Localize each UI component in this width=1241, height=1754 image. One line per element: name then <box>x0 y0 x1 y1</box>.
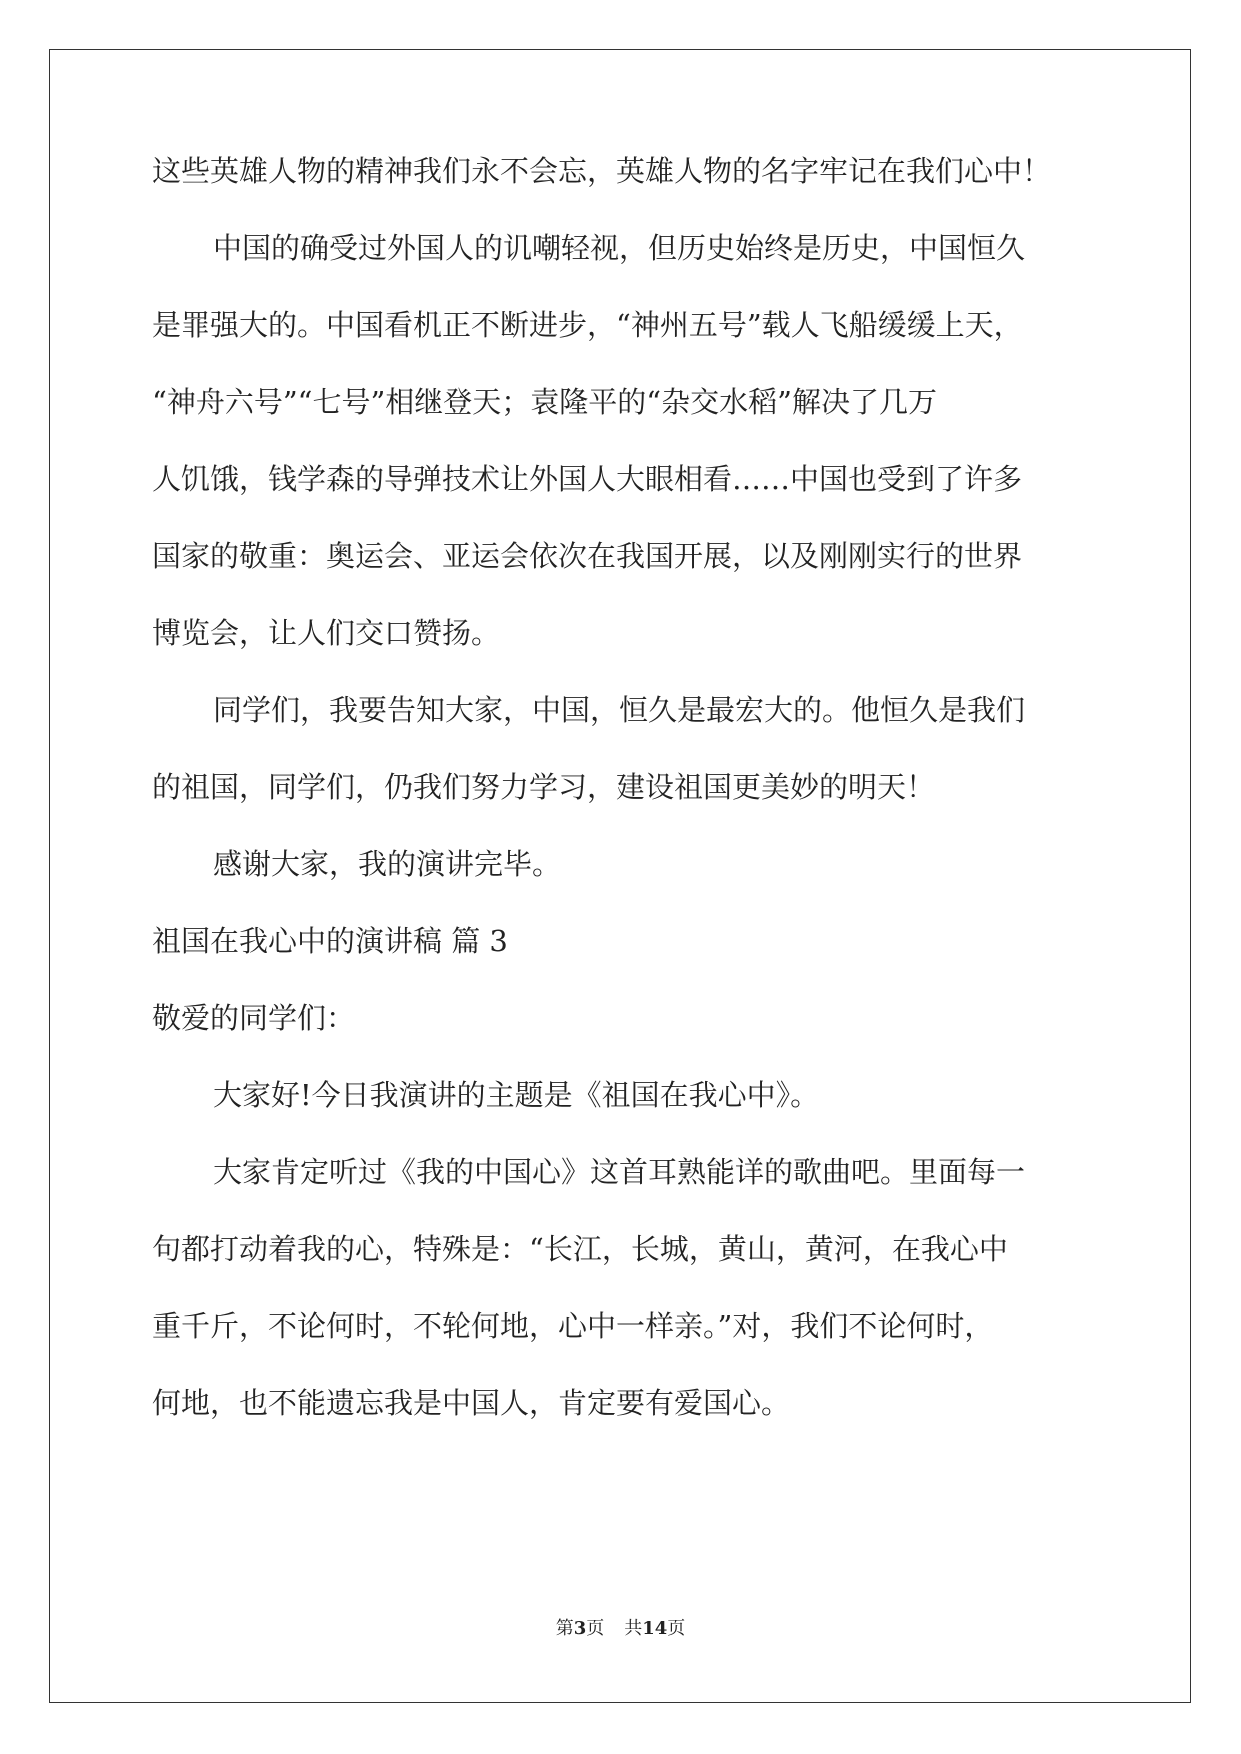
text-line: 人饥饿，钱学森的导弹技术让外国人大眼相看……中国也受到了许多 <box>152 462 1023 496</box>
paragraph-start-line: 中国的确受过外国人的讥嘲轻视，但历史始终是历史，中国恒久 <box>213 231 1026 265</box>
paragraph-start-line: 同学们，我要告知大家，中国，恒久是最宏大的。他恒久是我们 <box>213 693 1026 727</box>
paragraph-start-line: 大家肯定听过《我的中国心》这首耳熟能详的歌曲吧。里面每一 <box>213 1155 1026 1189</box>
text-line: 是罪强大的。中国看机正不断进步，“神州五号”载人飞船缓缓上天， <box>152 308 1023 342</box>
total-suffix: 页 <box>667 1618 686 1639</box>
text-line: 何地，也不能遗忘我是中国人，肯定要有爱国心。 <box>152 1386 791 1420</box>
page-prefix: 第 <box>555 1618 574 1639</box>
text-line: 重千斤，不论何时，不轮何地，心中一样亲。”对，我们不论何时， <box>152 1309 994 1343</box>
text-line: 博览会，让人们交口赞扬。 <box>152 616 501 650</box>
page-number: 3 <box>573 1618 587 1639</box>
text-line: 这些英雄人物的精神我们永不会忘，英雄人物的名字牢记在我们心中！ <box>152 154 1052 188</box>
page-suffix: 页 <box>586 1618 605 1639</box>
text-line: 的祖国，同学们，仍我们努力学习，建设祖国更美妙的明天！ <box>152 770 936 804</box>
page-footer <box>0 1617 1241 1641</box>
paragraph-start-line: 大家好!今日我演讲的主题是《祖国在我心中》。 <box>213 1078 820 1112</box>
text-line: 句都打动着我的心，特殊是：“长江，长城，黄山，黄河，在我心中 <box>152 1232 1008 1266</box>
text-line: 国家的敬重：奥运会、亚运会依次在我国开展，以及刚刚实行的世界 <box>152 539 1023 573</box>
section-heading: 祖国在我心中的演讲稿 篇 3 <box>152 924 508 958</box>
paragraph-start-line: 感谢大家，我的演讲完毕。 <box>213 847 562 881</box>
salutation: 敬爱的同学们： <box>152 1001 356 1035</box>
text-line: “神舟六号”“七号”相继登天；袁隆平的“杂交水稻”解决了几万 <box>152 385 937 419</box>
total-pages: 14 <box>642 1618 668 1639</box>
total-prefix: 共 <box>624 1618 643 1639</box>
